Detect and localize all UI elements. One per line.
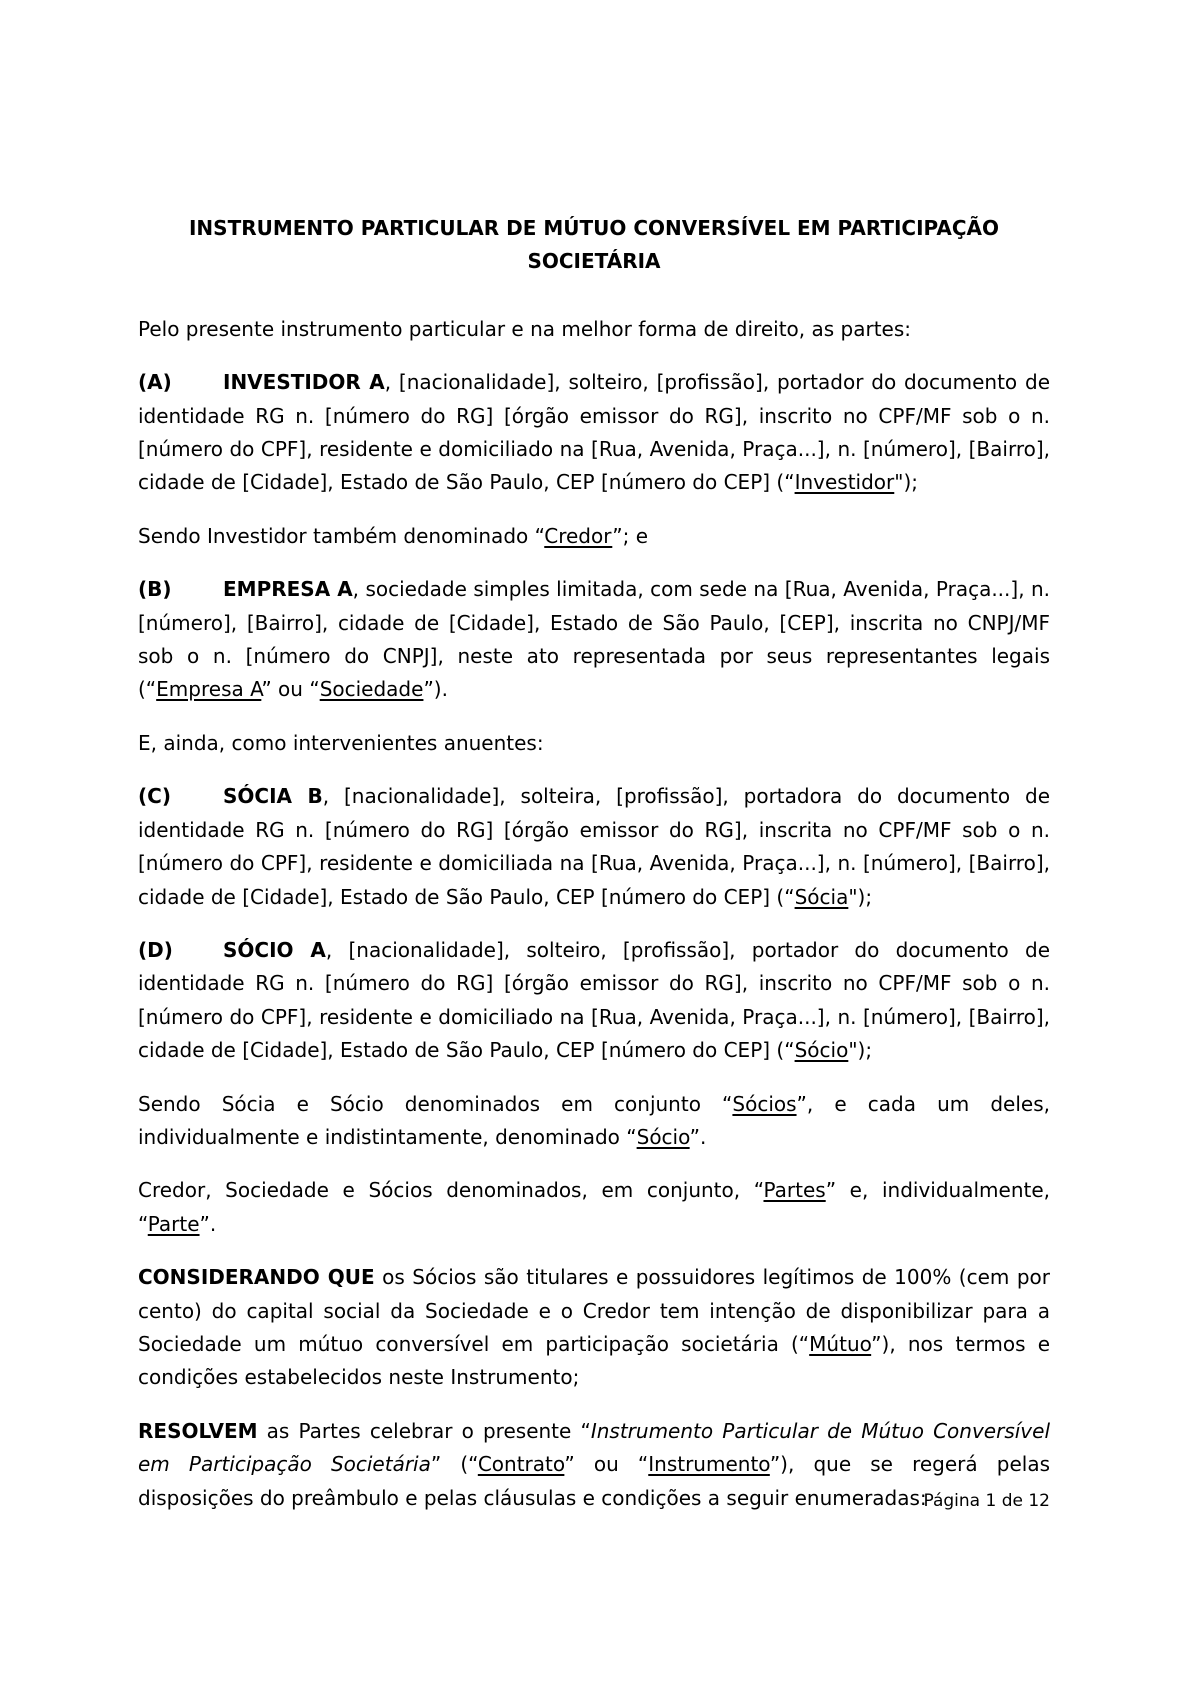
text-segment: Sendo Sócia e Sócio denominados em conjunto “: [138, 1091, 733, 1116]
text-segment: Pelo presente instrumento particular e na melhor forma de direito, as partes:: [138, 316, 912, 341]
text-segment: (D): [138, 937, 173, 962]
defined-term: Sócia: [794, 884, 849, 909]
text-segment: Sendo Investidor também denominado “: [138, 523, 545, 548]
defined-term: Mútuo: [809, 1331, 872, 1356]
defined-term: Partes: [763, 1178, 826, 1203]
text-segment: SÓCIO A: [223, 937, 326, 962]
text-segment: ");: [848, 884, 873, 909]
text-segment: ”), nos termos e condições estabelecidos neste Instrumento;: [138, 1331, 1051, 1390]
paragraph-list: [138, 313, 1050, 1515]
preamble-intro: [138, 313, 1050, 346]
defined-term: Instrumento: [648, 1452, 770, 1477]
text-segment: INVESTIDOR A: [223, 370, 385, 395]
text-segment: , [nacionalidade], solteira, [profissão], portadora do documento de identidade RG n. [número do RG] [órgão emissor do RG], inscrita no CPF/MF sob o n. [número do CPF], residente e domiciliada na [Rua, Avenida, Praça...], n. [número], [Bairro], cidade de [Cidade], Estado de São Paulo, CEP [número do CEP] (“: [138, 784, 1050, 909]
defined-term: Sócio: [794, 1038, 849, 1063]
text-segment: RESOLVEM: [138, 1418, 258, 1443]
text-segment: ” (“: [430, 1452, 478, 1477]
text-segment: Credor, Sociedade e Sócios denominados, em conjunto, “: [138, 1178, 764, 1203]
text-segment: ” ou “: [261, 677, 320, 702]
text-segment: as Partes celebrar o presente “: [257, 1418, 591, 1443]
text-segment: ”.: [689, 1124, 707, 1149]
text-segment: ” e, individualmente, “: [138, 1178, 1050, 1236]
defined-term: Credor: [544, 523, 613, 548]
text-segment: EMPRESA A: [223, 577, 353, 602]
document-content: [138, 212, 1050, 1535]
defined-term: Parte: [147, 1211, 200, 1236]
defined-term: Sociedade: [319, 677, 424, 702]
text-segment: (A): [138, 370, 172, 395]
text-segment: (B): [138, 577, 172, 602]
defined-term: Empresa A: [156, 677, 262, 702]
defined-term: Sócios: [732, 1091, 797, 1116]
party-b-empresa: [138, 573, 1050, 707]
text-segment: (C): [138, 784, 171, 809]
text-segment: SÓCIA B: [223, 784, 323, 809]
intervenientes-intro: [138, 727, 1050, 760]
text-segment: ”, e cada um deles, individualmente e indistintamente, denominado “: [138, 1091, 1050, 1149]
considerando-clause: [138, 1261, 1050, 1395]
text-segment: ”; e: [612, 523, 649, 548]
text-segment: ”), que se regerá pelas disposições do preâmbulo e pelas cláusulas e condições a seguir enumeradas:: [138, 1452, 1050, 1510]
party-a-investidor: [138, 366, 1050, 500]
text-segment: ”.: [199, 1211, 217, 1236]
text-segment: , [nacionalidade], solteiro, [profissão], portador do documento de identidade RG n. [número do RG] [órgão emissor do RG], inscrito no CPF/MF sob o n. [número do CPF], residente e domiciliado na [Rua, Avenida, Praça...], n. [número], [Bairro], cidade de [Cidade], Estado de São Paulo, CEP [número do CEP] (“: [138, 937, 1051, 1063]
text-segment: ”).: [423, 677, 448, 702]
defined-term: Sócio: [636, 1124, 690, 1149]
text-segment: ” ou “: [564, 1452, 649, 1477]
resolvem-clause: [138, 1415, 1050, 1515]
text-segment: , [nacionalidade], solteiro, [profissão], portador do documento de identidade RG n. [número do RG] [órgão emissor do RG], inscrito no CPF/MF sob o n. [número do CPF], residente e domiciliado na [Rua, Avenida, Praça...], n. [número], [Bairro], cidade de [Cidade], Estado de São Paulo, CEP [número do CEP] (“: [138, 370, 1050, 495]
party-c-socia: [138, 780, 1050, 914]
text-segment: ");: [894, 470, 919, 495]
credor-designation: [138, 520, 1050, 553]
page-number: Página 1 de 12: [923, 1491, 1050, 1511]
text-segment: , sociedade simples limitada, com sede na [Rua, Avenida, Praça...], n. [número], [Bairro], cidade de [Cidade], Estado de São Paulo, [CEP], inscrita no CNPJ/MF sob o n. [número do CNPJ], neste ato representada por seus representantes legais (“: [138, 577, 1051, 702]
text-segment: Instrumento Particular de Mútuo Conversível em Participação Societária: [138, 1418, 1050, 1477]
document-title: INSTRUMENTO PARTICULAR DE MÚTUO CONVERSÍVEL EM PARTICIPAÇÃO SOCIETÁRIA: [188, 216, 1000, 274]
defined-term: Investidor: [794, 470, 895, 495]
text-segment: CONSIDERANDO QUE: [138, 1265, 375, 1290]
text-segment: ");: [848, 1038, 873, 1063]
defined-term: Contrato: [477, 1452, 565, 1477]
party-d-socio: [138, 934, 1050, 1068]
text-segment: os Sócios são titulares e possuidores legítimos de 100% (cem por cento) do capital social da Sociedade e o Credor tem intenção de disponibilizar para a Sociedade um mútuo conversível em participação societária (“: [138, 1265, 1050, 1356]
partes-designation: [138, 1174, 1050, 1241]
socios-designation: [138, 1088, 1050, 1155]
text-segment: E, ainda, como intervenientes anuentes:: [138, 730, 544, 755]
